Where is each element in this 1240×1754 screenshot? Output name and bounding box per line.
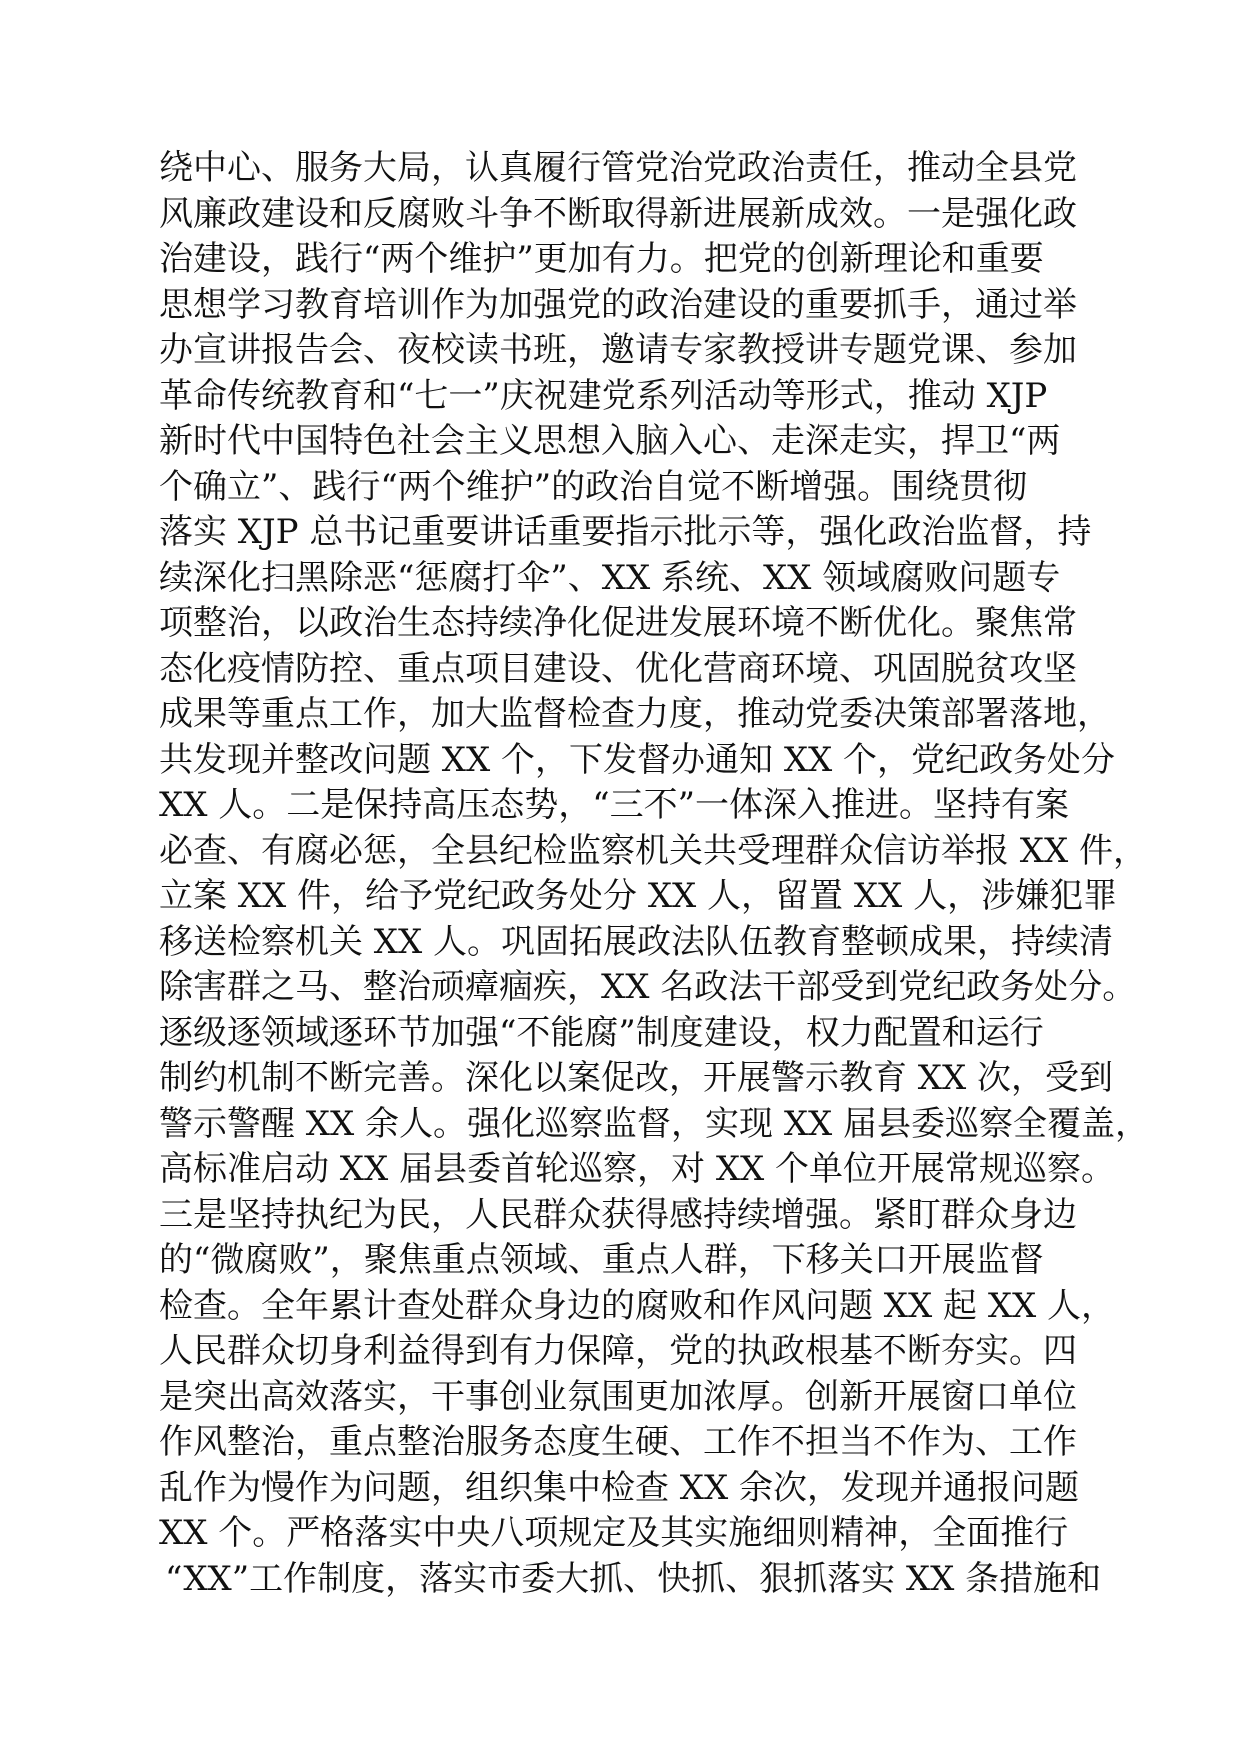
text-line: 绕中心、服务大局，认真履行管党治党政治责任，推动全县党 — [159, 148, 1077, 188]
text-line: 检查。全年累计查处群众身边的腐败和作风问题 XX 起 XX 人， — [159, 1285, 1116, 1326]
text-line: 是突出高效落实，干事创业氛围更加浓厚。创新开展窗口单位 — [159, 1376, 1077, 1417]
text-line: 落实 XJP 总书记重要讲话重要指示批示等，强化政治监督，持 — [159, 512, 1092, 552]
text-line: 立案 XX 件，给予党纪政务处分 XX 人，留置 XX 人，涉嫌犯罪 — [159, 876, 1118, 916]
body-paragraph — [159, 146, 1150, 1602]
text-line: 新时代中国特色社会主义思想入脑入心、走深走实，捍卫“两 — [159, 421, 1061, 461]
text-line: 思想学习教育培训作为加强党的政治建设的重要抓手，通过举 — [159, 284, 1077, 325]
text-line: XX 人。二是保持高压态势，“三不”一体深入推进。坚持有案 — [159, 785, 1069, 825]
text-line: 逐级逐领域逐环节加强“不能腐”制度建设，权力配置和运行 — [159, 1012, 1044, 1053]
text-line: 态化疫情防控、重点项目建设、优化营商环境、巩固脱贫攻坚 — [159, 648, 1077, 689]
text-line: 风廉政建设和反腐败斗争不断取得新进展新成效。一是强化政 — [159, 193, 1077, 234]
text-line: XX 个。严格落实中央八项规定及其实施细则精神，全面推行 — [159, 1513, 1069, 1553]
text-line: 除害群之马、整治顽瘴痼疾，XX 名政法干部受到党纪政务处分。 — [159, 967, 1137, 1007]
text-line: 项整治，以政治生态持续净化促进发展环境不断优化。聚焦常 — [159, 603, 1077, 643]
text-line: 共发现并整改问题 XX 个，下发督办通知 XX 个，党纪政务处分 — [159, 739, 1116, 780]
text-line: 高标准启动 XX 届县委首轮巡察，对 XX 个单位开展常规巡察。 — [159, 1149, 1116, 1189]
text-line: 乱作为慢作为问题，组织集中检查 XX 余次，发现并通报问题 — [159, 1467, 1080, 1508]
text-line: 办宣讲报告会、夜校读书班，邀请专家教授讲专题党课、参加 — [159, 330, 1077, 370]
text-line: 移送检察机关 XX 人。巩固拓展政法队伍教育整顿成果，持续清 — [159, 921, 1114, 962]
text-line: 必查、有腐必惩，全县纪检监察机关共受理群众信访举报 XX 件， — [159, 830, 1148, 871]
text-line: 作风整治，重点整治服务态度生硬、工作不担当不作为、工作 — [159, 1422, 1077, 1462]
text-line: 治建设，践行“两个维护”更加有力。把党的创新理论和重要 — [159, 239, 1044, 279]
text-line: 三是坚持执纪为民，人民群众获得感持续增强。紧盯群众身边 — [159, 1194, 1077, 1235]
text-line: 人民群众切身利益得到有力保障，党的执政根基不断夯实。四 — [159, 1331, 1077, 1371]
text-line: 的“微腐败”，聚焦重点领域、重点人群，下移关口开展监督 — [159, 1240, 1044, 1280]
text-line: 续深化扫黑除恶“惩腐打伞”、XX 系统、XX 领域腐败问题专 — [159, 557, 1061, 598]
text-line: 制约机制不断完善。深化以案促改，开展警示教育 XX 次，受到 — [159, 1058, 1114, 1098]
text-line: 成果等重点工作，加大监督检查力度，推动党委决策部署落地， — [159, 694, 1111, 734]
text-line: 革命传统教育和“七一”庆祝建党系列活动等形式，推动 XJP — [159, 375, 1048, 416]
text-line: 个确立”、践行“两个维护”的政治自觉不断增强。围绕贯彻 — [159, 466, 1028, 507]
text-line: 警示警醒 XX 余人。强化巡察监督，实现 XX 届县委巡察全覆盖， — [159, 1103, 1150, 1144]
text-line: “XX”工作制度，落实市委大抓、快抓、狠抓落实 XX 条措施和 — [165, 1558, 1102, 1599]
